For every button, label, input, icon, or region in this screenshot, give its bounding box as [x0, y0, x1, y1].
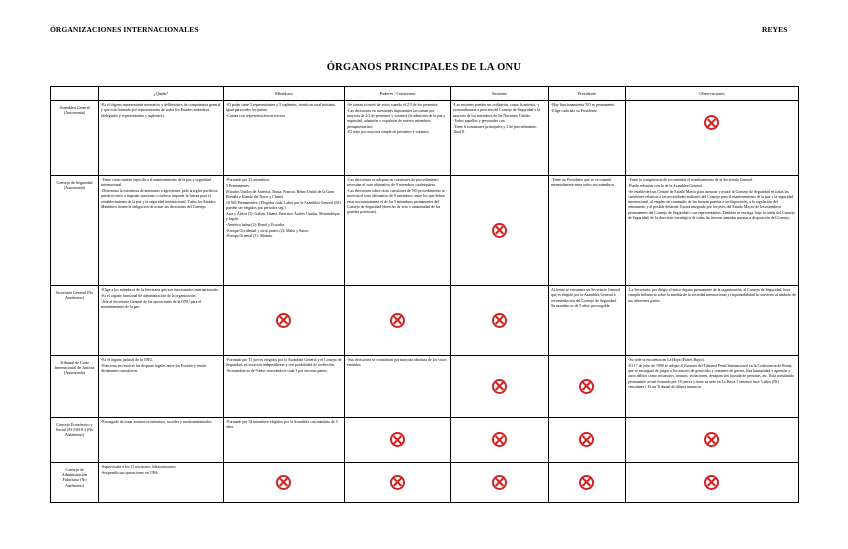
cell-text: -América latina (2): Brasil y Ecuador. [226, 222, 285, 227]
cell-text: -Las sesiones pueden ser ordinarias, como la anterior, y extraordinarias a petición del Consejo de Seguridad o la mayoría de los miembros de las Naciones Unidas. [453, 103, 541, 118]
cell-text: -Supervisaba a los 11 territorios fideicomisarios. [101, 465, 177, 469]
cell-observaciones [626, 463, 799, 503]
not-applicable-icon [579, 432, 594, 447]
cell-text: -Su mandato es de 9 años renovándose cada 3 por terceras partes. [226, 369, 328, 374]
organs-table [50, 86, 799, 503]
cell-text: -Su sede se encuentra en La Haya (Países Bajos). [628, 358, 705, 362]
cell-presidente [549, 176, 626, 286]
cell-text: -El resto por mayoría simple de presentes y votantes. [347, 130, 430, 135]
not-applicable-icon [390, 432, 405, 447]
cell-text: -Es el órgano judicial de la ONU. [101, 358, 154, 362]
cell-text: -Determina la existencia de amenazas o agresiones, pide arreglos pacíficos, puede recurrir a imponer sanciones o incluso imponer la fuerza para el restablecimiento de la paz y la seguridad internacional. Todos los Estados Miembros tienen la obligación de acatar las decisiones del Consejo. [101, 189, 219, 209]
not-applicable-icon [704, 432, 719, 447]
cell-text: -Es el órgano representante normativo y deliberativo de competencia general y que está formado por representantes de todos los Estados miembros (delegados y representantes y suplentes). [101, 103, 221, 118]
not-applicable-icon [579, 379, 594, 394]
column-header: Miembros [224, 87, 345, 101]
cell-poderes [345, 463, 451, 503]
not-applicable-icon [492, 223, 507, 238]
cell-miembros [224, 418, 345, 463]
cell-sesiones [451, 418, 549, 463]
cell-text: -Encargado de tratar asuntos económicos, sociales y medioambientales. [101, 420, 213, 424]
not-applicable-icon [492, 432, 507, 447]
not-applicable-icon [276, 313, 291, 328]
column-header: Presidente [549, 87, 626, 101]
cell-sesiones [451, 101, 549, 176]
cell-text: 10 NO Permanentes: (Elegidos cada 2 años por la Asamblea General (NO pueden ser elegidos por periodos seg.) [226, 200, 341, 210]
cell-sesiones [451, 463, 549, 503]
cell-text: 5 Permanentes: [226, 183, 250, 188]
cell-text: -Las decisiones se adoptan en cuestiones de procedimiento necesitan el voto afirmativo de 9 miembros cualesquiera. [347, 178, 439, 188]
cell-text: -Hay funcionamiento NO es permanente. [551, 103, 616, 107]
not-applicable-icon [704, 475, 719, 490]
cell-text: -Suspendió sus operaciones en 1994. [101, 470, 159, 475]
cell-quien [99, 176, 224, 286]
cell-poderes [345, 356, 451, 418]
cell-miembros [224, 176, 345, 286]
cell-text: -Las decisiones sobre otras cuestiones de NO procedimiento se necesita el voto afirmativo de 9 miembros, entre los que deben estar necesariamente el de los 5 miembros permanentes del Consejo de Seguridad (derecho de veto o unanimidad de las grandes potencias). [347, 189, 446, 215]
cell-presidente [549, 356, 626, 418]
cell-quien [99, 286, 224, 356]
table-row [51, 418, 799, 463]
cell-text: -Sus decisiones se consideran por mayoría absoluta de los votos emitidos. [347, 358, 447, 368]
not-applicable-icon [492, 475, 507, 490]
cell-text: -Las decisiones en cuestiones importantes las toman por mayoría de 2/3 de presentes y votantes (la admisión de la paz y seguridad, admisión y expulsión de nuevos miembros presupuestarias). [347, 108, 446, 129]
cell-text: -Elige a los miembros de la Secretaría que son funcionarios internacionales. [101, 288, 220, 292]
cell-presidente [549, 101, 626, 176]
cell-text: -Formado por 15 jueces elegidos por la Asamblea General y el Consejo de Seguridad, en votación independiente y con posibilidad de reelección. [226, 358, 342, 368]
column-header [51, 87, 99, 101]
cell-quien [99, 418, 224, 463]
document-header-left: ÓRGANIZACIONES INTERNACIONALES [50, 25, 199, 34]
cell-text: -Funciona en resolver las disputas legales entre los Estados y emitir dictámenes consultivos. [101, 363, 207, 374]
cell-sesiones [451, 176, 549, 286]
cell-text: -Tiene la competencia de recomendar el nombramiento de la Secretaría General. [628, 178, 754, 182]
cell-text: Al frente se encuentra un Secretario General que es elegido por la Asamblea General a recomendación del Consejo de Seguridad. [551, 288, 621, 303]
cell-text: -El 17 de julio de 1998 se adoptó el Estatuto del Tribunal Penal Internacional en la Conferencia de Roma, que se encargará de juzgar a los autores de genocidio y crímenes de guerra, lesa humanidad y agresión y otros delitos como secuestros, torturas, violaciones, desaparición forzada de personas, etc. Está constituido permanente actual formado por 18 jueces y tiene su sede en La Haya. Comenzó hace 5 años (NO vinculante). Es un Tribunal de última instancia. [628, 363, 795, 389]
document-header-right: REYES [762, 25, 788, 34]
cell-presidente [549, 286, 626, 356]
cell-observaciones [626, 418, 799, 463]
cell-observaciones [626, 176, 799, 286]
column-header: ¿Quién? [99, 87, 224, 101]
page-title: ÓRGANOS PRINCIPALES DE LA ONU [326, 62, 522, 73]
cell-text: -Tiene como misión específica el mantenimiento de la paz y seguridad internacional. [101, 178, 211, 188]
table-header-row [51, 87, 799, 101]
cell-poderes [345, 101, 451, 176]
column-header: Sesiones [451, 87, 549, 101]
cell-observaciones [626, 356, 799, 418]
cell-text: -Tiene un Presidente que se va rotando mensualmente entre todos sus miembros. [551, 178, 616, 188]
cell-text: -La Secretaría, por dirigir el único órgano permanente de la organización, al Consejo de Seguridad, hace cumplir influencia sobre la medida de la sociedad internacional y responsabilidad la convierte al símbolo de sus diferentes partes. [628, 288, 796, 303]
column-header: Observaciones [626, 87, 799, 101]
organ-name: Consejo de Administración Fiduciaria (No Autónomo) [51, 463, 99, 503]
not-applicable-icon [492, 379, 507, 394]
cell-poderes [345, 286, 451, 356]
cell-miembros [224, 463, 345, 503]
cell-text: -Es el órgano funcional de administración de la organización. [101, 293, 197, 298]
cell-poderes [345, 418, 451, 463]
cell-presidente [549, 463, 626, 503]
cell-sesiones [451, 286, 549, 356]
table-row [51, 286, 799, 356]
cell-text: -Formado por 15 miembros: [226, 178, 270, 182]
not-applicable-icon [276, 475, 291, 490]
cell-text: -Elige cada año su Presidente. [551, 108, 598, 113]
table-row [51, 176, 799, 286]
cell-text: -Europa Occidental y otros países (2): Malta y Suiza. [226, 228, 309, 233]
cell-text: -Se establecerá un Comité de Estado Mayor para asesorar y asistir al Consejo de Seguridad en todas las cuestiones relativas a las necesidades militares del Consejo para el mantenimiento de la paz y la seguridad internacional, al empleo de comandos de las fuerzas puestas a su disposición, a la regulación del armamento y al posible desarme. Estará integrado por los jefes del Estado Mayor de los miembros permanentes del Consejo de Seguridad o sus representantes. También se encarga, bajo la tutela del Consejo de Seguridad, de la dirección estratégica de todas las fuerzas armadas puestas a disposición del Consejo. [628, 189, 795, 221]
table-row [51, 101, 799, 176]
not-applicable-icon [390, 313, 405, 328]
cell-miembros [224, 356, 345, 418]
organ-name: Asamblea General (Autonomía) [51, 101, 99, 176]
cell-text: -Europa Oriental (1): Albania. [226, 234, 273, 239]
cell-quien [99, 101, 224, 176]
cell-presidente [549, 418, 626, 463]
not-applicable-icon [492, 313, 507, 328]
organ-name: Consejo Económico y Social (ECOSOC) (No Autónomo) [51, 418, 99, 463]
cell-observaciones [626, 101, 799, 176]
cell-text: (Estados Unidos de América, Rusia, Francia, Reino Unido de la Gran Bretaña e Irlanda del Norte y China) [226, 189, 334, 199]
cell-miembros [224, 101, 345, 176]
table-row [51, 356, 799, 418]
cell-text: -Formado por 54 miembros elegidos por la Asamblea con mandato de 3 años. [226, 420, 338, 430]
table-row [51, 463, 799, 503]
cell-quien [99, 463, 224, 503]
cell-text: -Cuenta con representación en tercera. [226, 114, 286, 119]
organ-name: Consejo de Seguridad (Autonomía) [51, 176, 99, 286]
cell-quien [99, 356, 224, 418]
cell-text: -Se toman a través de votos cuando el 2/3 de los presentes. [347, 103, 439, 107]
column-header: Poderes / Cuestiones [345, 87, 451, 101]
cell-miembros [224, 286, 345, 356]
cell-text: -El poder tiene 5 representantes y 5 suplentes, siendo en total máximo, igual para todos los países. [226, 103, 336, 113]
cell-text: -Puede reformar con la de la Asamblea General. [628, 183, 703, 188]
cell-text: -Jefe al Secretario General de las operaciones de la ONU para el mantenimiento de la paz. [101, 299, 202, 309]
not-applicable-icon [390, 475, 405, 490]
cell-text: Su mandato es de 5 años, prorrogable. [551, 304, 611, 309]
cell-observaciones [626, 286, 799, 356]
organ-name: Secretaría General (No Autónomo) [51, 286, 99, 356]
cell-poderes [345, 176, 451, 286]
cell-text: -Tiene 6 comisiones principales y 2 de procedimiento. Total 8. [453, 125, 538, 135]
cell-sesiones [451, 356, 549, 418]
cell-text: -Todos aquellos y personales con. [453, 119, 506, 124]
organ-name: Tribunal de Corte Internacional de Justicia (Autonomía) [51, 356, 99, 418]
not-applicable-icon [704, 115, 719, 130]
cell-text: Asia y África (5): Gabón, Ghana, Emiratos Árabes Unidos, Mozambique y Japón. [226, 211, 340, 222]
not-applicable-icon [579, 475, 594, 490]
